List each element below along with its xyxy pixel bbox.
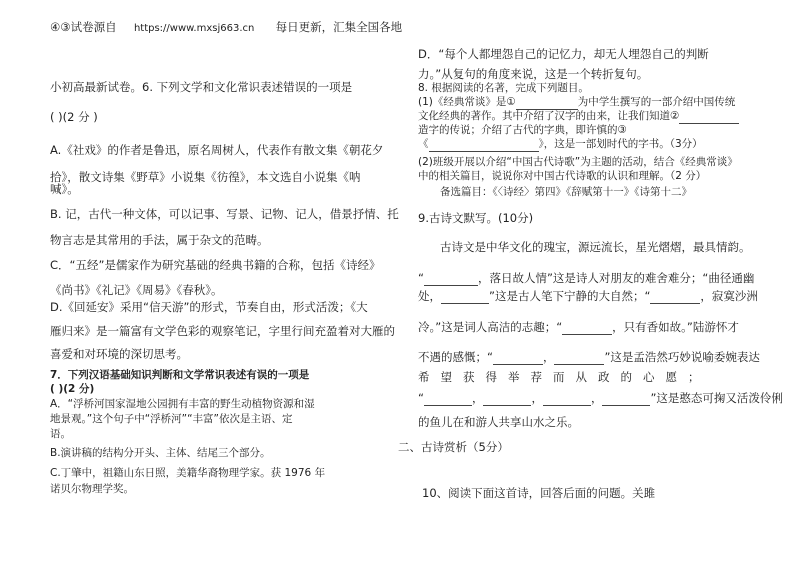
quote-open: “: [418, 271, 424, 285]
q8-part1-line4-suffix: 》，这是一部划时代的字书。（3分）: [538, 138, 703, 150]
poem-blank-5[interactable]: [493, 350, 543, 365]
q10-stem: 10、阅读下面这首诗，回答后面的问题。关雎: [422, 486, 656, 500]
q9-line7: 的鱼儿在和游人共享山水之乐。: [418, 415, 579, 429]
q9-intro: 古诗文是中华文化的瑰宝，源远流长，星光熠熠，最具情韵。: [440, 240, 751, 254]
q9-line2: [418, 289, 758, 304]
source-line: [50, 20, 402, 36]
q6-option-d-line3: 喜爱和对环境的深切思考。: [50, 347, 188, 361]
q7-score: ( )(2 分): [50, 383, 95, 395]
q8-part2-line1: (2)班级开展以介绍“中国古代诗歌”为主题的活动，结合《经典常谈》: [418, 156, 738, 168]
q6-option-b-line2: 物言志是其常用的手法，属于杂文的范畴。: [50, 233, 269, 247]
poem-blank-9[interactable]: [543, 391, 591, 406]
q6-option-a-line1: A.《社戏》的作者是鲁迅，原名周树人，代表作有散文集《朝花夕: [50, 143, 384, 157]
q7-option-c-line2: 诺贝尔物理学奖。: [50, 483, 134, 495]
q8-options: 备选篇目：《〈诗经〉第四》《辞赋第十一》《诗第十二》: [440, 186, 692, 198]
source-url: https://www.mxsj663.cn: [133, 23, 255, 34]
book-open-bracket: 《: [418, 138, 429, 150]
q6-score: ( )(2 分 ): [50, 110, 98, 124]
poem-blank-2[interactable]: [441, 289, 489, 304]
q8-part1-suffix: 为中学生撰写的一部介绍中国传统: [577, 96, 736, 108]
q7-option-b: B.演讲稿的结构分开头、主体、结尾三个部分。: [50, 447, 271, 459]
q9-line5: 希望获得举荐而从政的心愿；: [418, 370, 711, 384]
q8-part1-line4: [418, 137, 703, 152]
poem-blank-8[interactable]: [483, 391, 531, 406]
answer-blank-1[interactable]: [516, 95, 578, 110]
q7-option-a-line3: 语。: [50, 428, 71, 440]
q8-part1-prefix: (1)《经典常谈》是①: [418, 96, 516, 108]
q6-option-a-line2: 拾》，散文诗集《野草》小说集《彷徨》，本文选自小说集《呐: [50, 170, 361, 184]
source-prefix: ④③试卷源自: [50, 20, 117, 34]
q6-option-c-line1: C．“五经”是儒家作为研究基础的经典书籍的合称，包括《诗经》: [50, 258, 381, 272]
q8-part1-line1: [418, 95, 735, 110]
q7-stem: 7．下列汉语基础知识判断和文学常识表述有误的一项是: [50, 369, 310, 381]
q9-line1: [418, 271, 754, 286]
q6-option-a-line3: 喊》。: [50, 182, 79, 196]
q8-part2-line2: 中的相关篇目，说说你对中国古代诗歌的认识和理解。（2 分）: [418, 170, 707, 182]
q8-stem: 8. 根据阅读的名著，完成下列题目。: [418, 82, 589, 94]
q8-part1-line3: [418, 123, 627, 137]
poem-blank-1[interactable]: [424, 271, 478, 286]
q8-part1-line3-text: 造字的传说；介绍了古代的字典，即许慎的③: [418, 124, 627, 136]
q6-option-d-line1: D.《回延安》采用“信天游”的形式，节奏自由，形式活泼；《大: [50, 300, 368, 314]
poem-blank-4[interactable]: [562, 320, 612, 335]
q6-option-d-line2: 雁归来》是一篇富有文学色彩的观察笔记，字里行间充盈着对大雁的: [50, 324, 395, 338]
q6-option-c-line2: 《尚书》《礼记》《周易》《春秋》。: [50, 283, 223, 297]
poem-blank-7[interactable]: [424, 391, 472, 406]
q9-line2-suffix: ，寂寞沙洲: [700, 289, 758, 303]
q9-line6: “ ， ， ， ”这是憨态可掬又活泼伶俐: [418, 391, 783, 405]
q9-line2-prefix: 处，: [418, 289, 441, 303]
q9-line4-prefix: 不遇的感慨；“: [418, 350, 493, 364]
answer-blank-2[interactable]: [679, 109, 739, 124]
q9-line4: 不遇的感慨；“ ， ”这是孟浩然巧妙说喻委婉表达: [418, 350, 760, 364]
poem-blank-6[interactable]: [554, 350, 604, 365]
q9-line4-suffix: ”这是孟浩然巧妙说喻委婉表达: [604, 350, 760, 364]
q9-line6-suffix: ”这是憨态可掬又活泼伶俐: [650, 391, 783, 405]
q9-line3-suffix: ，只有香如故。”陆游怀才: [612, 320, 739, 334]
q9-line2-mid: ”这是古人笔下宁静的大自然；“: [489, 289, 651, 303]
q7-option-a-line1: A．“浮桥河国家湿地公园拥有丰富的野生动植物资源和湿: [50, 398, 315, 410]
q9-line1-text: ，落日故人情”这是诗人对朋友的难舍难分；“曲径通幽: [477, 271, 755, 285]
q8-part1-line2-text: 文化经典的著作。其中介绍了汉字的由来，让我们知道②: [418, 110, 680, 122]
q9-stem: 9.古诗文默写。(10分): [418, 211, 534, 225]
answer-blank-3[interactable]: [429, 137, 539, 152]
poem-blank-3[interactable]: [650, 289, 700, 304]
source-suffix: 每日更新，汇集全国各地: [275, 20, 403, 34]
q7-option-c-line1: C.丁肇中，祖籍山东日照，美籍华裔物理学家。获 1976 年: [50, 467, 326, 479]
q6-stem: 小初高最新试卷。6. 下列文学和文化常识表述错误的一项是: [50, 80, 353, 94]
q6-option-b-line1: B. 记，古代一种文体，可以记事、写景、记物、记人，借景抒情、托: [50, 207, 399, 221]
q9-line3: [418, 320, 739, 335]
q8-part1-line2: [418, 109, 739, 124]
q9-line3-prefix: 冷。”这是词人高洁的志趣；“: [418, 320, 563, 334]
q7-option-a-line2: 地景观。”这个句子中“浮桥河”“丰富”依次是主语、定: [50, 413, 293, 425]
poem-blank-10[interactable]: [602, 391, 650, 406]
q7-option-d-line1: D．“每个人都埋怨自己的记忆力，却无人埋怨自己的判断: [418, 47, 709, 61]
section-2-heading: 二、古诗赏析（5分）: [398, 440, 509, 454]
q7-option-d-line2: 力。”从复句的角度来说，这是一个转折复句。: [418, 67, 649, 81]
